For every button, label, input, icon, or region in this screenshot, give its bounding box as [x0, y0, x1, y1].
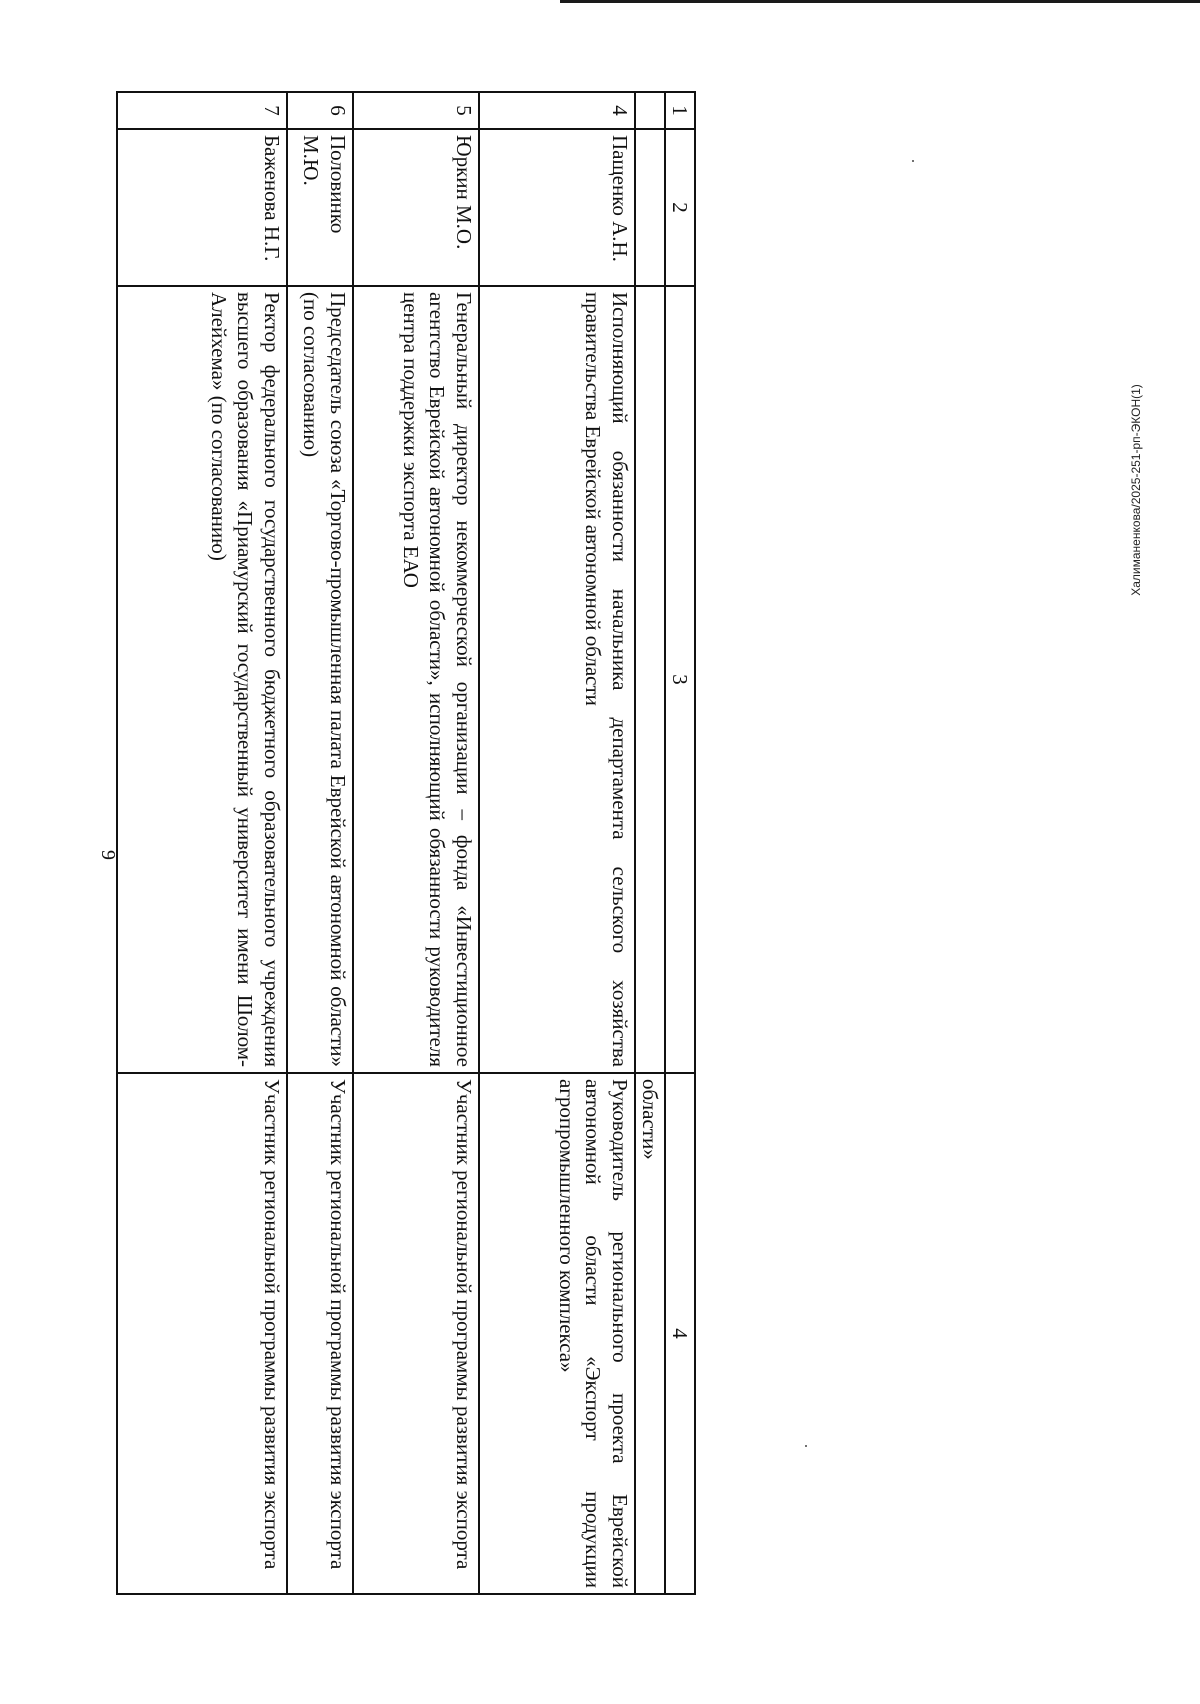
rotated-page-content — [120, 91, 696, 1593]
member-role: Участник региональной программы развития экспорта — [287, 1073, 353, 1594]
document-code-holder — [1129, 250, 1143, 730]
member-position: Ректор федерального государственного бюджетного образовательного учреждения высшего образования «Приамурский государственный университет имени Шолом-Алейхема» (по согласованию) — [117, 286, 287, 1073]
header-col-1: 1 — [665, 92, 695, 129]
table-row — [117, 92, 287, 1594]
continuation-row — [635, 92, 665, 1594]
table-row — [287, 92, 353, 1594]
member-position: Генеральный директор некоммерческой организации – фонда «Инвестиционное агентство Еврейской автономной области», исполняющий обязанности руководителя центра поддержки экспорта ЕАО — [353, 286, 479, 1073]
member-role: Руководитель регионального проекта Еврейской автономной области «Экспорт продукции агропромышленного комплекса» — [479, 1073, 635, 1594]
member-name: Баженова Н.Г. — [117, 129, 287, 286]
table-row — [353, 92, 479, 1594]
row-number: 4 — [479, 92, 635, 129]
table-holder — [120, 91, 696, 1593]
row-number: 5 — [353, 92, 479, 129]
table-row — [479, 92, 635, 1594]
member-name: Половинко М.Ю. — [287, 129, 353, 286]
member-name: Пащенко А.Н. — [479, 129, 635, 286]
header-col-4: 4 — [665, 1073, 695, 1594]
scan-speck — [912, 160, 914, 162]
scan-speck — [805, 1445, 807, 1447]
row-number: 7 — [117, 92, 287, 129]
member-role: Участник региональной программы развития экспорта — [353, 1073, 479, 1594]
header-col-3: 3 — [665, 286, 695, 1073]
member-name: Юркин М.О. — [353, 129, 479, 286]
page-number: 9 — [97, 850, 119, 860]
member-position: Исполняющий обязанности начальника департамента сельского хозяйства правительства Еврейской автономной области — [479, 286, 635, 1073]
member-position: Председатель союза «Торгово-промышленная палата Еврейской автономной области» (по согласованию) — [287, 286, 353, 1073]
row-number: 6 — [287, 92, 353, 129]
table-header-row — [665, 92, 695, 1594]
continuation-role-text: области» — [635, 1073, 665, 1594]
header-col-2: 2 — [665, 129, 695, 286]
document-code: Халиманенкова/2025-251-рп-ЭКОН(1) — [1129, 384, 1143, 596]
participants-table — [116, 91, 696, 1595]
scan-edge-line — [560, 0, 1200, 3]
member-role: Участник региональной программы развития экспорта — [117, 1073, 287, 1594]
